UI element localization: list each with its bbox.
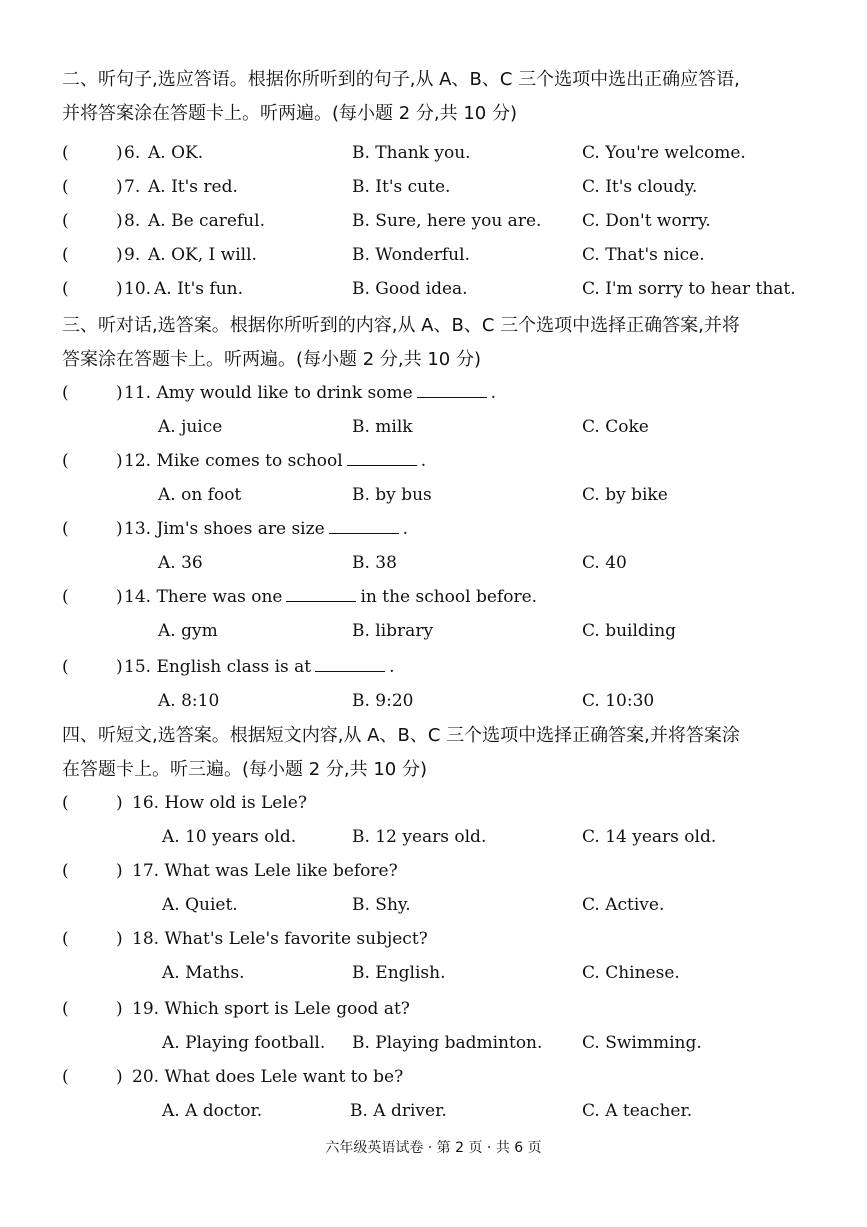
option-b: B. Thank you. (352, 143, 471, 163)
answer-paren-close: ) (116, 861, 123, 881)
option-c: C. Active. (582, 895, 665, 915)
answer-paren-open: ( (62, 1067, 69, 1087)
option-c: C. building (582, 621, 677, 641)
question-text: Which sport is Lele good at? (164, 999, 410, 1019)
answer-paren-close: ) (116, 383, 123, 403)
option-b: B. Good idea. (352, 279, 468, 299)
section-3-heading (62, 314, 802, 372)
question-text: Mike comes to school (156, 451, 343, 471)
question-text: What was Lele like before? (164, 861, 398, 881)
option-c: C. Coke (582, 417, 649, 437)
section-2-heading (62, 68, 802, 126)
option-c: C. Don't worry. (582, 211, 711, 231)
answer-paren-open: ( (62, 657, 69, 677)
question-11[interactable] (62, 380, 762, 406)
option-a: A. Playing football. (162, 1033, 326, 1053)
question-number: 6. (124, 143, 141, 163)
section-4-line-2: 在答题卡上。听三遍。(每小题 2 分,共 10 分) (62, 759, 428, 780)
question-stem (132, 1064, 403, 1090)
question-text: Amy would like to drink some (156, 383, 413, 403)
answer-paren-close: ) (116, 211, 123, 231)
question-number: 10. (124, 279, 152, 299)
question-text: How old is Lele? (164, 793, 307, 813)
question-14[interactable] (62, 584, 762, 610)
option-a: A. 8:10 (158, 691, 220, 711)
option-b: B. milk (352, 417, 413, 437)
answer-paren-open: ( (62, 587, 69, 607)
option-c: C. by bike (582, 485, 668, 505)
question-number: 14. (124, 587, 152, 607)
option-a: A. 10 years old. (162, 827, 297, 847)
question-stem (124, 584, 537, 610)
question-text-end: in the school before. (360, 587, 538, 607)
question-stem (132, 790, 307, 816)
option-b: B. 38 (352, 553, 397, 573)
answer-paren-open: ( (62, 245, 69, 265)
answer-paren-open: ( (62, 999, 69, 1019)
option-b: B. It's cute. (352, 177, 451, 197)
answer-paren-close: ) (116, 587, 123, 607)
section-4-heading (62, 724, 802, 782)
question-text-end: . (420, 451, 427, 471)
question-number: 12. (124, 451, 152, 471)
answer-paren-close: ) (116, 143, 123, 163)
question-19[interactable] (62, 996, 762, 1022)
option-b: B. 9:20 (352, 691, 414, 711)
question-number: 18. (132, 929, 160, 949)
question-number: 20. (132, 1067, 160, 1087)
option-c: C. That's nice. (582, 245, 705, 265)
question-stem (124, 380, 496, 406)
answer-blank (347, 464, 417, 466)
question-12[interactable] (62, 448, 762, 474)
question-stem (132, 996, 410, 1022)
answer-paren-open: ( (62, 519, 69, 539)
answer-blank (329, 532, 399, 534)
question-16[interactable] (62, 790, 762, 816)
option-b: B. by bus (352, 485, 432, 505)
answer-paren-close: ) (116, 519, 123, 539)
option-c: C. You're welcome. (582, 143, 746, 163)
section-3-line-2: 答案涂在答题卡上。听两遍。(每小题 2 分,共 10 分) (62, 349, 482, 370)
answer-paren-open: ( (62, 383, 69, 403)
answer-paren-open: ( (62, 177, 69, 197)
question-text-end: . (402, 519, 409, 539)
question-13[interactable] (62, 516, 762, 542)
question-text: Jim's shoes are size (156, 519, 325, 539)
option-a: A. A doctor. (162, 1101, 263, 1121)
answer-paren-open: ( (62, 793, 69, 813)
option-a: A. OK, I will. (148, 245, 257, 265)
question-number: 17. (132, 861, 160, 881)
question-15[interactable] (62, 654, 762, 680)
option-c: C. 10:30 (582, 691, 655, 711)
question-17[interactable] (62, 858, 762, 884)
question-text: What does Lele want to be? (164, 1067, 404, 1087)
question-number: 13. (124, 519, 152, 539)
answer-blank (286, 600, 356, 602)
option-a: A. It's red. (148, 177, 238, 197)
question-stem (124, 516, 408, 542)
question-text: There was one (156, 587, 283, 607)
answer-blank (315, 670, 385, 672)
option-a: A. on foot (158, 485, 242, 505)
answer-paren-close: ) (116, 245, 123, 265)
question-20[interactable] (62, 1064, 762, 1090)
section-3-line-1: 三、听对话,选答案。根据你所听到的内容,从 A、B、C 三个选项中选择正确答案,并将 (62, 315, 740, 336)
option-b: B. Wonderful. (352, 245, 470, 265)
answer-paren-close: ) (116, 793, 123, 813)
question-number: 9. (124, 245, 141, 265)
answer-paren-close: ) (116, 999, 123, 1019)
answer-paren-open: ( (62, 929, 69, 949)
question-number: 8. (124, 211, 141, 231)
answer-paren-close: ) (116, 279, 123, 299)
answer-paren-open: ( (62, 211, 69, 231)
question-number: 19. (132, 999, 160, 1019)
option-b: B. English. (352, 963, 446, 983)
question-stem (132, 858, 398, 884)
option-a: A. Maths. (162, 963, 245, 983)
option-b: B. 12 years old. (352, 827, 487, 847)
answer-paren-close: ) (116, 1067, 123, 1087)
option-b: B. A driver. (350, 1101, 447, 1121)
answer-paren-open: ( (62, 279, 69, 299)
answer-paren-open: ( (62, 861, 69, 881)
question-stem (124, 654, 395, 680)
answer-paren-close: ) (116, 929, 123, 949)
option-a: A. It's fun. (154, 279, 244, 299)
option-c: C. 40 (582, 553, 627, 573)
question-stem (124, 448, 426, 474)
question-number: 15. (124, 657, 152, 677)
option-c: C. It's cloudy. (582, 177, 698, 197)
option-b: B. Shy. (352, 895, 411, 915)
option-b: B. Sure, here you are. (352, 211, 542, 231)
section-4-line-1: 四、听短文,选答案。根据短文内容,从 A、B、C 三个选项中选择正确答案,并将答案涂 (62, 725, 740, 746)
section-2-line-1: 二、听句子,选应答语。根据你所听到的句子,从 A、B、C 三个选项中选出正确应答语, (62, 69, 740, 90)
question-stem (132, 926, 428, 952)
question-text-end: . (490, 383, 497, 403)
answer-paren-close: ) (116, 657, 123, 677)
option-c: C. I'm sorry to hear that. (582, 279, 796, 299)
option-a: A. Quiet. (162, 895, 238, 915)
option-c: C. Chinese. (582, 963, 680, 983)
question-18[interactable] (62, 926, 762, 952)
question-text: English class is at (156, 657, 312, 677)
option-b: B. Playing badminton. (352, 1033, 543, 1053)
option-c: C. 14 years old. (582, 827, 717, 847)
option-a: A. juice (158, 417, 223, 437)
answer-paren-close: ) (116, 451, 123, 471)
answer-paren-open: ( (62, 143, 69, 163)
option-c: C. Swimming. (582, 1033, 702, 1053)
question-number: 11. (124, 383, 152, 403)
answer-paren-close: ) (116, 177, 123, 197)
option-b: B. library (352, 621, 434, 641)
question-text-end: . (389, 657, 395, 677)
question-number: 16. (132, 793, 160, 813)
answer-blank (417, 396, 487, 398)
option-a: A. gym (158, 621, 218, 641)
page-footer: 六年级英语试卷 · 第 2 页 · 共 6 页 (325, 1140, 542, 1156)
option-a: A. Be careful. (148, 211, 265, 231)
option-c: C. A teacher. (582, 1101, 693, 1121)
section-2-line-2: 并将答案涂在答题卡上。听两遍。(每小题 2 分,共 10 分) (62, 103, 518, 124)
option-a: A. 36 (158, 553, 203, 573)
option-a: A. OK. (148, 143, 204, 163)
question-number: 7. (124, 177, 141, 197)
question-text: What's Lele's favorite subject? (164, 929, 428, 949)
answer-paren-open: ( (62, 451, 69, 471)
